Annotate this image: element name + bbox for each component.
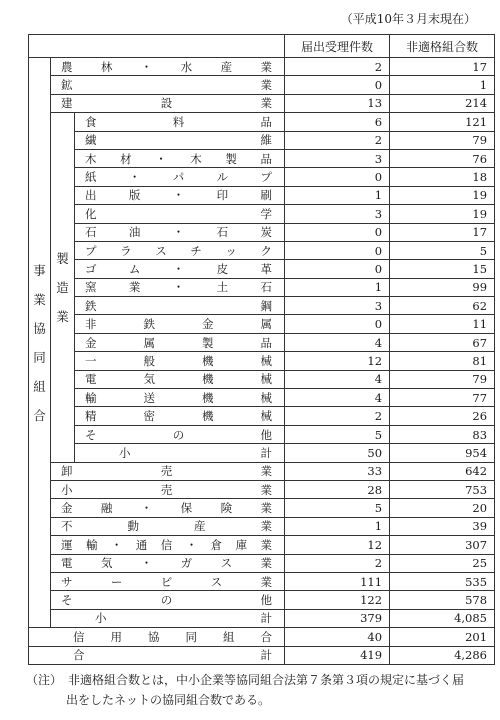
category-label: 農 林 ・ 水 産 業: [51, 58, 285, 76]
industry-label: 金 属 製 品: [75, 333, 285, 351]
table-row: [29, 94, 495, 112]
nonconforming-count: 79: [390, 131, 495, 149]
nonconforming-count: 99: [390, 278, 495, 296]
filed-count: 1: [285, 517, 390, 535]
grand-total-label: 合 計: [29, 646, 285, 664]
table-row: [29, 297, 495, 315]
filed-count: 1: [285, 278, 390, 296]
filed-count: 0: [285, 315, 390, 333]
table-row: [29, 278, 495, 296]
filed-count: 1: [285, 186, 390, 204]
filed-count: 4: [285, 370, 390, 388]
industry-label: 木 材 ・ 木 製 品: [75, 149, 285, 167]
nonconforming-count: 77: [390, 389, 495, 407]
table-row: [29, 572, 495, 590]
table-row: [29, 591, 495, 609]
nonconforming-count: 753: [390, 480, 495, 498]
filed-count: 0: [285, 241, 390, 259]
nonconforming-count: 20: [390, 499, 495, 517]
group-subtotal-row: [29, 609, 495, 627]
table-row: [29, 370, 495, 388]
category-label: そ の 他: [51, 591, 285, 609]
filed-count: 2: [285, 407, 390, 425]
credit-union-row: [29, 628, 495, 646]
nonconforming-count: 954: [390, 444, 495, 462]
table-row: [29, 517, 495, 535]
table-row: [29, 536, 495, 554]
industry-label: 紙 ・ パ ル プ: [75, 168, 285, 186]
table-row: [29, 149, 495, 167]
table-row: [29, 260, 495, 278]
category-label: 小 売 業: [51, 480, 285, 498]
table-row: [29, 113, 495, 131]
filed-count: 4: [285, 333, 390, 351]
filed-count: 6: [285, 113, 390, 131]
nonconforming-count: 19: [390, 205, 495, 223]
vertical-label-manufacturing: 製 造 業: [51, 113, 75, 462]
nonconforming-count: 81: [390, 352, 495, 370]
industry-label: プ ラ ス チ ッ ク: [75, 241, 285, 259]
nonconforming-count: 39: [390, 517, 495, 535]
industry-label: 出 版 ・ 印 刷: [75, 186, 285, 204]
filed-count: 2: [285, 58, 390, 76]
table-row: [29, 554, 495, 572]
industry-label: 化 学: [75, 205, 285, 223]
filed-count: 5: [285, 425, 390, 443]
nonconforming-count: 578: [390, 591, 495, 609]
subtotal-label: 小 計: [75, 444, 285, 462]
header-row: [29, 35, 495, 58]
nonconforming-count: 67: [390, 333, 495, 351]
nonconforming-count: 26: [390, 407, 495, 425]
industry-label: 一 般 機 械: [75, 352, 285, 370]
filed-count: 0: [285, 168, 390, 186]
category-label: 鉱 業: [51, 76, 285, 94]
table-row: [29, 425, 495, 443]
filed-count: 0: [285, 260, 390, 278]
subtotal-label: 小 計: [51, 609, 285, 627]
nonconforming-count: 79: [390, 370, 495, 388]
filed-count: 12: [285, 536, 390, 554]
nonconforming-count: 76: [390, 149, 495, 167]
footnote-line-1: （注） 非適格組合数とは，中小企業等協同組合法第７条第３項の規定に基づく届: [26, 673, 465, 687]
filed-count: 3: [285, 149, 390, 167]
footnote: [26, 670, 476, 710]
filed-count: 111: [285, 572, 390, 590]
category-label: 建 設 業: [51, 94, 285, 112]
industry-label: 窯 業 ・ 土 石: [75, 278, 285, 296]
nonconforming-count: 535: [390, 572, 495, 590]
industry-label: ゴ ム ・ 皮 革: [75, 260, 285, 278]
industry-label: 電 気 機 械: [75, 370, 285, 388]
table-row: [29, 168, 495, 186]
nonconforming-count: 62: [390, 297, 495, 315]
table-row: [29, 205, 495, 223]
filed-count: 28: [285, 480, 390, 498]
header-blank: [29, 35, 285, 58]
nonconforming-count: 214: [390, 94, 495, 112]
filed-count: 3: [285, 205, 390, 223]
filed-count: 379: [285, 609, 390, 627]
table-row: [29, 333, 495, 351]
category-label: サ ー ビ ス 業: [51, 572, 285, 590]
nonconforming-count: 18: [390, 168, 495, 186]
industry-label: 非 鉄 金 属: [75, 315, 285, 333]
industry-label: そ の 他: [75, 425, 285, 443]
industry-label: 石 油 ・ 石 炭: [75, 223, 285, 241]
filed-count: 2: [285, 131, 390, 149]
nonconforming-count: 1: [390, 76, 495, 94]
filed-count: 122: [285, 591, 390, 609]
filed-count: 50: [285, 444, 390, 462]
nonconforming-count: 201: [390, 628, 495, 646]
filed-count: 3: [285, 297, 390, 315]
filed-count: 13: [285, 94, 390, 112]
table-row: [29, 499, 495, 517]
nonconforming-count: 642: [390, 462, 495, 480]
credit-union-label: 信 用 協 同 組 合: [29, 628, 285, 646]
footnote-line-2: 出をしたネットの協同組合数である。: [66, 693, 271, 707]
nonconforming-count: 25: [390, 554, 495, 572]
vertical-label-cooperative: 事 業 協 同 組 合: [29, 58, 51, 628]
table-row: [29, 352, 495, 370]
table-row: [29, 315, 495, 333]
industry-label: 鉄 鋼: [75, 297, 285, 315]
table-row: [29, 480, 495, 498]
table-row: [29, 389, 495, 407]
filed-count: 4: [285, 389, 390, 407]
category-label: 卸 売 業: [51, 462, 285, 480]
nonconforming-count: 4,286: [390, 646, 495, 664]
nonconforming-count: 83: [390, 425, 495, 443]
industry-label: 精 密 機 械: [75, 407, 285, 425]
nonconforming-count: 307: [390, 536, 495, 554]
header-nonconforming: 非適格組合数: [390, 35, 495, 58]
category-label: 不 動 産 業: [51, 517, 285, 535]
nonconforming-count: 15: [390, 260, 495, 278]
nonconforming-count: 121: [390, 113, 495, 131]
header-filed: 届出受理件数: [285, 35, 390, 58]
filed-count: 0: [285, 76, 390, 94]
table-row: [29, 76, 495, 94]
table-row: [29, 223, 495, 241]
industry-label: 輸 送 機 械: [75, 389, 285, 407]
table-row: [29, 407, 495, 425]
grand-total-row: [29, 646, 495, 664]
category-label: 金 融 ・ 保 険 業: [51, 499, 285, 517]
filed-count: 2: [285, 554, 390, 572]
filed-count: 419: [285, 646, 390, 664]
category-label: 運 輸 ・ 通 信 ・ 倉 庫 業: [51, 536, 285, 554]
filed-count: 33: [285, 462, 390, 480]
as-of-date: （平成10年３月末現在）: [340, 12, 476, 26]
table-row: [29, 186, 495, 204]
industry-label: 繊 維: [75, 131, 285, 149]
cooperative-statistics-table: [28, 34, 495, 665]
industry-label: 食 料 品: [75, 113, 285, 131]
manufacturing-subtotal-row: [29, 444, 495, 462]
nonconforming-count: 4,085: [390, 609, 495, 627]
nonconforming-count: 11: [390, 315, 495, 333]
table-row: [29, 462, 495, 480]
nonconforming-count: 19: [390, 186, 495, 204]
filed-count: 5: [285, 499, 390, 517]
table-row: [29, 241, 495, 259]
filed-count: 12: [285, 352, 390, 370]
filed-count: 0: [285, 223, 390, 241]
nonconforming-count: 5: [390, 241, 495, 259]
nonconforming-count: 17: [390, 58, 495, 76]
table-row: [29, 58, 495, 76]
category-label: 電 気 ・ ガ ス 業: [51, 554, 285, 572]
nonconforming-count: 17: [390, 223, 495, 241]
table-row: [29, 131, 495, 149]
filed-count: 40: [285, 628, 390, 646]
